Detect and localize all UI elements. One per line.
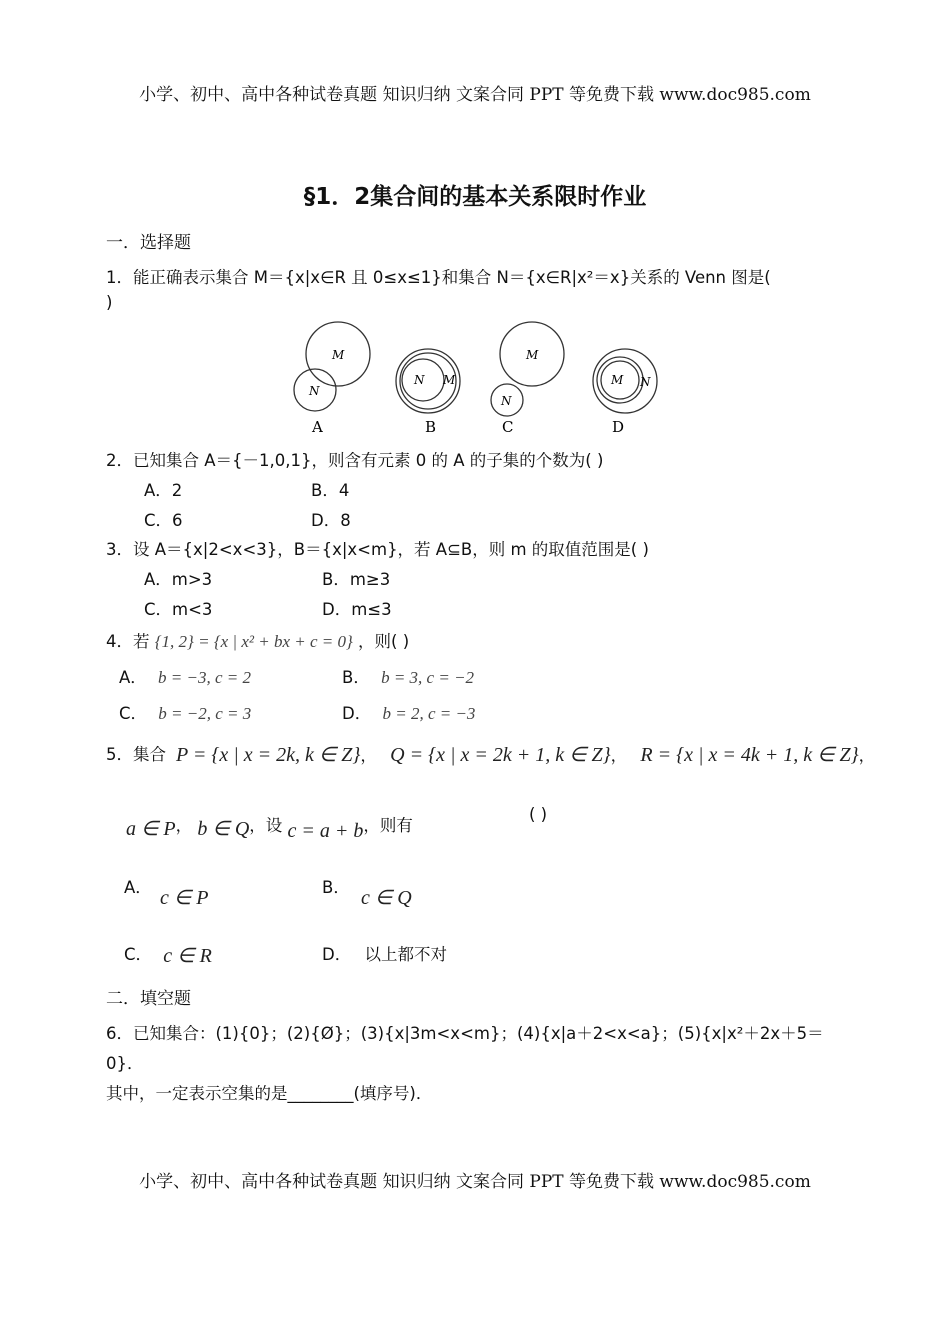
q1-stem: 1．能正确表示集合 M＝{x|x∈R 且 0≤x≤1}和集合 N＝{x∈R|x²＝x}关系的 Venn 图是( <box>106 268 771 287</box>
q5-set-q: Q = {x | x = 2k + 1, k ∈ Z} <box>390 744 611 766</box>
q5-option-c-label: C． <box>124 945 153 964</box>
venn-b-m: M <box>443 373 456 387</box>
q4-option-c <box>119 700 251 724</box>
q2-option-b: B．4 <box>311 481 350 500</box>
q6-stem-cont: 0}． <box>106 1054 144 1073</box>
q5-sets <box>176 742 875 767</box>
q2-option-a: A．2 <box>144 481 183 500</box>
q5-then: ，则有 <box>363 816 413 835</box>
q3-option-c: C．m<3 <box>144 600 213 619</box>
q4-option-a-label: A． <box>119 668 147 687</box>
q2-stem: 2．已知集合 A＝{－1,0,1}，则含有元素 0 的 A 的子集的个数为( ) <box>106 451 604 470</box>
q3-option-a: A．m>3 <box>144 570 213 589</box>
q4-option-b-formula: b = 3, c = −2 <box>381 668 475 687</box>
q5-set-p: P = {x | x = 2k, k ∈ Z} <box>176 744 361 766</box>
venn-label-a: A <box>312 418 323 436</box>
venn-option-d <box>593 349 657 436</box>
section-choice-heading: 一．选择题 <box>106 233 191 253</box>
page-footer: 小学、初中、高中各种试卷真题 知识归纳 文案合同 PPT 等免费下载 www.doc985.com <box>139 1172 811 1192</box>
q4-option-a-formula: b = −3, c = 2 <box>158 668 252 687</box>
q5-option-b-label: B． <box>322 878 350 897</box>
q5-paren: ( ) <box>529 805 548 824</box>
q6-stem: 6．已知集合：(1){0}；(2){Ø}；(3){x|3m<x<m}；(4){x|a＋2<x<a}；(5){x|x²＋2x＋5＝ <box>106 1024 824 1043</box>
venn-c-n: N <box>501 394 512 408</box>
q1-venn-diagrams <box>280 318 680 440</box>
q5-prefix: 5．集合 <box>106 745 166 764</box>
venn-a-m: M <box>332 348 345 362</box>
q5-c-def: c = a + b <box>287 820 364 842</box>
venn-d-n: N <box>640 375 651 389</box>
venn-c-m: M <box>526 348 539 362</box>
q2-option-c: C．6 <box>144 511 183 530</box>
q4-option-d <box>342 700 475 724</box>
q4-formula: {1, 2} = {x | x² + bx + c = 0} <box>154 632 353 651</box>
section-fill-heading: 二．填空题 <box>106 989 191 1009</box>
q4-option-d-formula: b = 2, c = −3 <box>382 704 476 723</box>
q3-option-b: B．m≥3 <box>322 570 391 589</box>
q5-comma-5: ， <box>249 816 266 835</box>
q5-comma-4: ， <box>175 816 193 835</box>
q5-a-in-p: a ∈ P <box>126 818 176 840</box>
q2-option-d: D．8 <box>311 511 351 530</box>
q5-option-d <box>322 941 447 965</box>
q5-set-r: R = {x | x = 4k + 1, k ∈ Z} <box>640 744 859 766</box>
venn-option-b <box>396 349 460 436</box>
q5-option-d-text: 以上都不对 <box>364 945 447 964</box>
q1-stem-close: ) <box>106 293 113 312</box>
q5-option-a-formula: c ∈ P <box>160 887 209 909</box>
page-header: 小学、初中、高中各种试卷真题 知识归纳 文案合同 PPT 等免费下载 www.doc985.com <box>139 85 811 105</box>
q4-option-a <box>119 664 251 688</box>
page-title: §1．2集合间的基本关系限时作业 <box>303 184 647 210</box>
q5-condition <box>126 812 413 842</box>
q4-option-c-formula: b = −2, c = 3 <box>158 704 252 723</box>
q3-stem: 3．设 A＝{x|2<x<3}，B＝{x|x<m}，若 A⊆B，则 m 的取值范围是( ) <box>106 540 649 559</box>
q5-comma-2: ， <box>610 746 628 765</box>
q5-let: 设 <box>265 816 283 835</box>
q4-option-d-label: D． <box>342 704 372 723</box>
q4-option-c-label: C． <box>119 704 148 723</box>
q5-option-c-formula: c ∈ R <box>163 945 212 967</box>
venn-label-b: B <box>425 418 437 436</box>
q4-suffix: ，则( ) <box>358 632 410 651</box>
venn-d-m: M <box>611 373 624 387</box>
venn-label-d: D <box>612 418 625 436</box>
venn-option-c <box>491 322 564 436</box>
q5-option-a-label: A． <box>124 878 152 897</box>
q5-comma-1: ， <box>360 746 377 765</box>
q4-stem <box>106 628 409 652</box>
venn-a-n: N <box>309 384 320 398</box>
venn-label-c: C <box>502 418 514 436</box>
q4-option-b-label: B． <box>342 668 370 687</box>
q5-option-d-label: D． <box>322 945 352 964</box>
q5-option-c <box>124 941 212 966</box>
q6-prompt: 其中，一定表示空集的是________(填序号)． <box>106 1084 433 1103</box>
q3-option-d: D．m≤3 <box>322 600 392 619</box>
q5-b-in-q: b ∈ Q <box>197 818 250 840</box>
q5-option-b-formula: c ∈ Q <box>361 887 412 909</box>
venn-option-a <box>294 322 370 436</box>
venn-b-n: N <box>414 373 425 387</box>
q5-comma-3: ， <box>858 746 876 765</box>
q4-prefix: 4．若 <box>106 632 150 651</box>
q4-option-b <box>342 664 474 688</box>
